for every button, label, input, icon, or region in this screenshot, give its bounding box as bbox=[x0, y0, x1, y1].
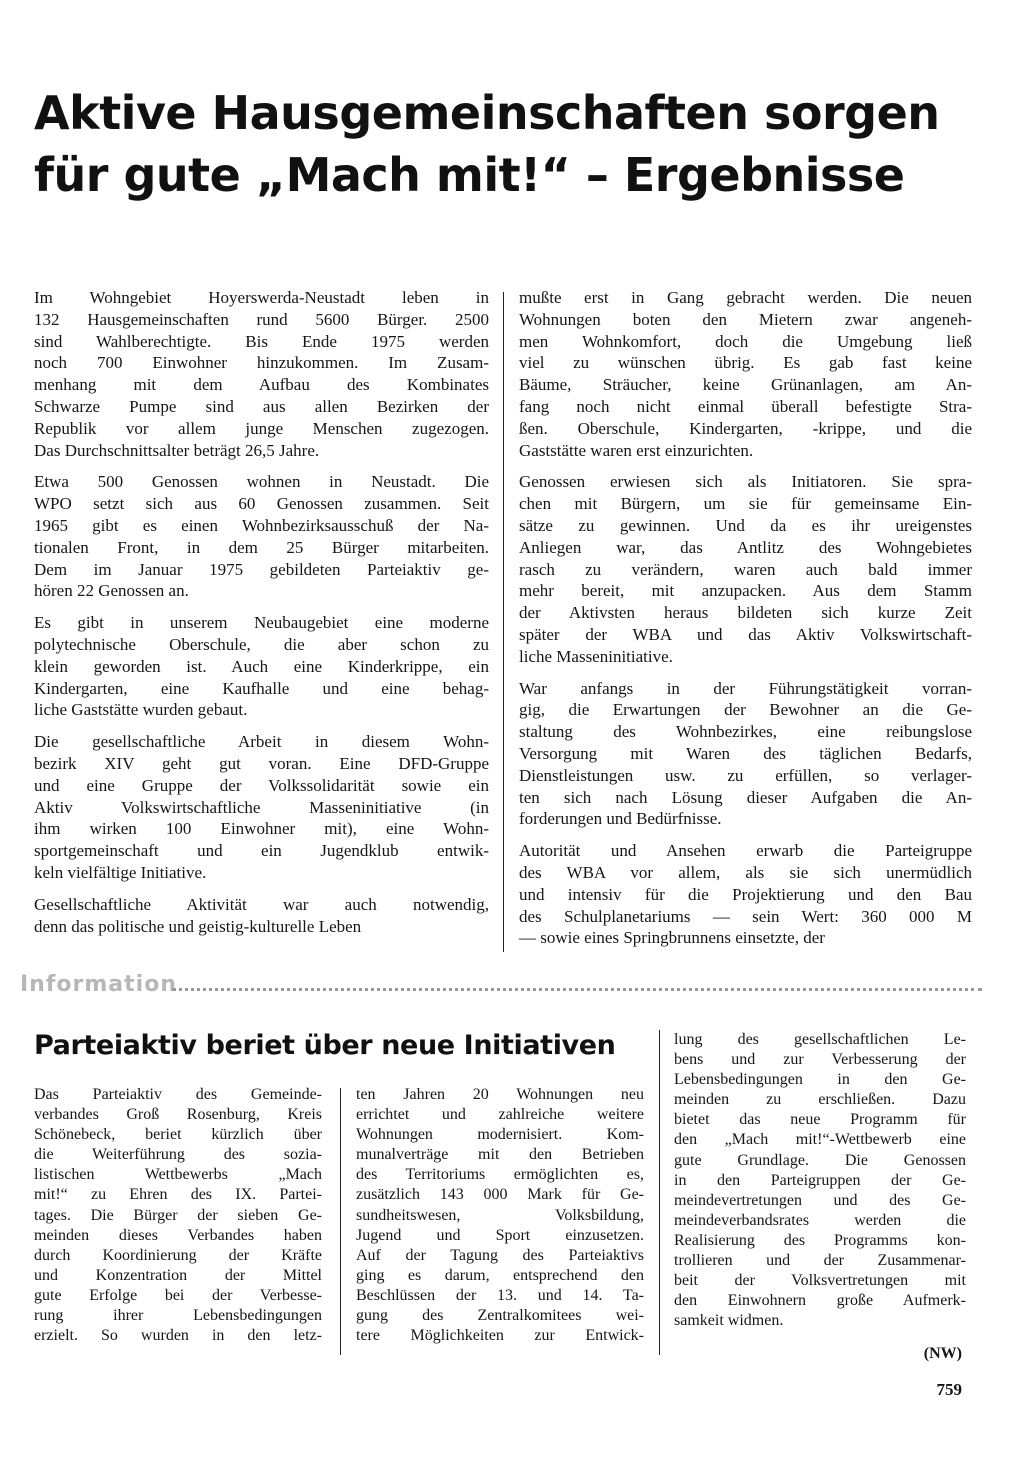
text-line: meindevertretungen und des Ge- bbox=[674, 1191, 966, 1209]
text-line: bietet das neue Programm für bbox=[674, 1111, 966, 1129]
paragraph bbox=[519, 471, 972, 667]
text-line: gute Erfolge bei der Verbesse- bbox=[34, 1286, 322, 1304]
text-line: Realisierung des Programms kon- bbox=[674, 1231, 966, 1249]
text-line: Schwarze Pumpe sind aus allen Bezirken der bbox=[34, 396, 489, 416]
paragraph bbox=[34, 287, 489, 461]
text-line: ten sich nach Lösung dieser Aufgaben die An- bbox=[519, 787, 972, 807]
text-line: Das Parteiaktiv des Gemeinde- bbox=[34, 1086, 322, 1103]
information-dotted-rule bbox=[172, 988, 982, 991]
text-line: chen mit Bürgern, um sie für gemeinsame Ein- bbox=[519, 494, 972, 514]
text-line: Wohnungen modernisiert. Kom- bbox=[356, 1126, 644, 1144]
text-line: Beschlüssen der 13. und 14. Ta- bbox=[356, 1286, 644, 1304]
text-line: den Einwohnern große Aufmerk- bbox=[674, 1292, 966, 1310]
paragraph bbox=[34, 1085, 322, 1346]
text-line: Gaststätte waren erst einzurichten. bbox=[519, 440, 754, 460]
article-column-right bbox=[519, 287, 972, 959]
text-line: des WBA vor allem, als sie sich unermüdlich bbox=[519, 862, 972, 882]
information-label: Information bbox=[20, 972, 177, 997]
text-line: klein geworden ist. Auch eine Kinderkrippe, ein bbox=[34, 656, 489, 676]
text-line: viel zu wünschen übrig. Es gab fast keine bbox=[519, 353, 972, 373]
text-line: die Weiterführung des sozia- bbox=[34, 1146, 322, 1164]
text-line: denn das politische und geistig-kulturelle Leben bbox=[34, 916, 362, 936]
text-line: liche Masseninitiative. bbox=[519, 646, 673, 666]
text-line: sportgemeinschaft und ein Jugendklub entwik- bbox=[34, 841, 489, 861]
text-line: bens und zur Verbesserung der bbox=[674, 1051, 966, 1069]
information-banner bbox=[20, 972, 970, 1002]
text-line: verbandes Groß Rosenburg, Kreis bbox=[34, 1106, 322, 1124]
text-line: mußte erst in Gang gebracht werden. Die neuen bbox=[519, 288, 972, 307]
paragraph bbox=[356, 1085, 644, 1346]
text-line: Genossen erwiesen sich als Initiatoren. Sie spra- bbox=[519, 472, 972, 492]
text-line: War anfangs in der Führungstätigkeit vorran- bbox=[519, 678, 972, 698]
text-line: Im Wohngebiet Hoyerswerda-Neustadt leben in bbox=[34, 288, 489, 307]
text-line: Republik vor allem junge Menschen zugezogen. bbox=[34, 418, 489, 438]
text-line: ihm wirken 100 Einwohner mit), eine Wohn- bbox=[34, 819, 489, 839]
text-line: der Aktivsten heraus bildeten sich kurze Zeit bbox=[519, 603, 972, 623]
text-line: lung des gesellschaftlichen Le- bbox=[674, 1031, 966, 1048]
text-line: sind Wahlberechtigte. Bis Ende 1975 werden bbox=[34, 331, 489, 351]
text-line: ging es darum, entsprechend den bbox=[356, 1266, 644, 1284]
paragraph bbox=[674, 1030, 966, 1331]
headline-line-1: Aktive Hausgemeinschaften sorgen bbox=[34, 86, 940, 140]
article-column-left bbox=[34, 287, 489, 947]
text-line: Autorität und Ansehen erwarb die Parteigruppe bbox=[519, 841, 972, 861]
text-line: rung ihrer Lebensbedingungen bbox=[34, 1307, 322, 1325]
text-line: noch 700 Einwohner hinzukommen. Im Zusam- bbox=[34, 353, 489, 373]
text-line: Etwa 500 Genossen wohnen in Neustadt. Die bbox=[34, 472, 489, 492]
text-line: Aktiv Volkswirtschaftliche Masseninitiative (in bbox=[34, 797, 489, 817]
text-line: des Territoriums ermöglichten es, bbox=[356, 1166, 644, 1184]
paragraph bbox=[34, 731, 489, 884]
text-line: tere Möglichkeiten zur Entwick- bbox=[356, 1327, 644, 1345]
text-line: men Wohnkomfort, doch die Umgebung ließ bbox=[519, 331, 972, 351]
paragraph bbox=[519, 678, 972, 831]
text-line: — sowie eines Springbrunnens einsetzte, der bbox=[519, 928, 825, 948]
short-article-divider-1 bbox=[340, 1088, 341, 1355]
text-line: meinden zu erschließen. Dazu bbox=[674, 1091, 966, 1109]
text-line: Wohnungen boten den Mietern zwar angeneh- bbox=[519, 309, 972, 329]
column-divider bbox=[503, 292, 504, 952]
text-line: Anliegen war, das Antlitz des Wohngebietes bbox=[519, 537, 972, 557]
author-signature: (NW) bbox=[923, 1345, 962, 1362]
paragraph bbox=[519, 840, 972, 949]
text-line: später der WBA und das Aktiv Volkswirtschaft- bbox=[519, 624, 972, 644]
text-line: Lebensbedingungen in den Ge- bbox=[674, 1071, 966, 1089]
text-line: zusätzlich 143 000 Mark für Ge- bbox=[356, 1186, 644, 1204]
text-line: 132 Hausgemeinschaften rund 5600 Bürger. 2500 bbox=[34, 309, 489, 329]
short-article-divider-2 bbox=[659, 1030, 660, 1355]
text-line: den „Mach mit!“-Wettbewerb eine bbox=[674, 1131, 966, 1149]
text-line: hören 22 Genossen an. bbox=[34, 581, 189, 601]
text-line: errichtet und zahlreiche weitere bbox=[356, 1106, 644, 1124]
text-line: Auf der Tagung des Parteiaktivs bbox=[356, 1246, 644, 1264]
text-line: Bäume, Sträucher, keine Grünanlagen, am An- bbox=[519, 375, 972, 395]
text-line: Schönebeck, beriet kürzlich über bbox=[34, 1126, 322, 1144]
text-line: tages. Die Bürger der sieben Ge- bbox=[34, 1206, 322, 1224]
text-line: fang noch nicht einmal überall befestigte Stra- bbox=[519, 396, 972, 416]
paragraph bbox=[34, 612, 489, 721]
paragraph bbox=[34, 894, 489, 938]
text-line: munalverträge mit den Betrieben bbox=[356, 1146, 644, 1164]
text-line: gung des Zentralkomitees wei- bbox=[356, 1307, 644, 1325]
text-line: mit!“ zu Ehren des IX. Partei- bbox=[34, 1186, 322, 1204]
text-line: Dem im Januar 1975 gebildeten Parteiaktiv ge- bbox=[34, 559, 489, 579]
text-line: Kindergarten, eine Kaufhalle und eine behag- bbox=[34, 678, 489, 698]
text-line: gig, die Erwartungen der Bewohner an die Ge- bbox=[519, 700, 972, 720]
text-line: trollieren und der Zusammenar- bbox=[674, 1252, 966, 1270]
text-line: und eine Gruppe der Volkssolidarität sowie ein bbox=[34, 775, 489, 795]
short-article-column-3 bbox=[674, 1030, 966, 1331]
article-headline bbox=[34, 82, 994, 206]
text-line: und Konzentration der Mittel bbox=[34, 1266, 322, 1284]
text-line: sätze zu gewinnen. Und da es ihr ureigenstes bbox=[519, 515, 972, 535]
text-line: Gesellschaftliche Aktivität war auch notwendig, bbox=[34, 894, 489, 914]
text-line: Versorgung mit Waren des täglichen Bedarfs, bbox=[519, 743, 972, 763]
paragraph bbox=[34, 471, 489, 602]
text-line: gute Grundlage. Die Genossen bbox=[674, 1151, 966, 1169]
text-line: Es gibt in unserem Neubaugebiet eine moderne bbox=[34, 613, 489, 633]
text-line: erzielt. So wurden in den letz- bbox=[34, 1327, 322, 1345]
text-line: des Schulplanetariums — sein Wert: 360 000 M bbox=[519, 906, 972, 926]
text-line: in den Parteigruppen der Ge- bbox=[674, 1171, 966, 1189]
text-line: meindeverbandsrates werden die bbox=[674, 1211, 966, 1229]
text-line: liche Gaststätte wurden gebaut. bbox=[34, 700, 248, 720]
text-line: menhang mit dem Aufbau des Kombinates bbox=[34, 375, 489, 395]
text-line: mehr bereit, mit anzupacken. Aus dem Stamm bbox=[519, 581, 972, 601]
text-line: forderungen und Bedürfnisse. bbox=[519, 809, 722, 829]
text-line: meinden dieses Verbandes haben bbox=[34, 1226, 322, 1244]
text-line: durch Koordinierung der Kräfte bbox=[34, 1246, 322, 1264]
text-line: polytechnische Oberschule, die aber schon zu bbox=[34, 634, 489, 654]
short-article-headline: Parteiaktiv beriet über neue Initiativen bbox=[34, 1030, 616, 1061]
text-line: staltung des Wohnbezirkes, eine reibungslose bbox=[519, 722, 972, 742]
text-line: WPO setzt sich aus 60 Genossen zusammen. Seit bbox=[34, 494, 489, 514]
text-line: beit der Volksvertretungen mit bbox=[674, 1272, 966, 1290]
text-line: keln vielfältige Initiative. bbox=[34, 862, 207, 882]
page-number: 759 bbox=[936, 1380, 962, 1399]
short-article-column-2 bbox=[356, 1085, 644, 1346]
text-line: rasch zu verändern, waren auch bald immer bbox=[519, 559, 972, 579]
text-line: und intensiv für die Projektierung und den Bau bbox=[519, 884, 972, 904]
short-article-column-1 bbox=[34, 1085, 322, 1346]
headline-line-2: für gute „Mach mit!“ – Ergebnisse bbox=[34, 148, 905, 202]
text-line: ßen. Oberschule, Kindergarten, -krippe, und die bbox=[519, 418, 972, 438]
text-line: samkeit widmen. bbox=[674, 1312, 784, 1330]
text-line: listischen Wettbewerbs „Mach bbox=[34, 1166, 322, 1184]
paragraph bbox=[519, 287, 972, 461]
text-line: 1965 gibt es einen Wohnbezirksausschuß der Na- bbox=[34, 515, 489, 535]
text-line: Das Durchschnittsalter beträgt 26,5 Jahre. bbox=[34, 440, 320, 460]
text-line: sundheitswesen, Volksbildung, bbox=[356, 1206, 644, 1224]
text-line: tionalen Front, in dem 25 Bürger mitarbeiten. bbox=[34, 537, 489, 557]
text-line: Dienstleistungen usw. zu erfüllen, so verlager- bbox=[519, 765, 972, 785]
text-line: bezirk XIV geht gut voran. Eine DFD-Gruppe bbox=[34, 753, 489, 773]
text-line: ten Jahren 20 Wohnungen neu bbox=[356, 1086, 644, 1103]
text-line: Die gesellschaftliche Arbeit in diesem Wohn- bbox=[34, 732, 489, 752]
text-line: Jugend und Sport einzusetzen. bbox=[356, 1226, 644, 1244]
